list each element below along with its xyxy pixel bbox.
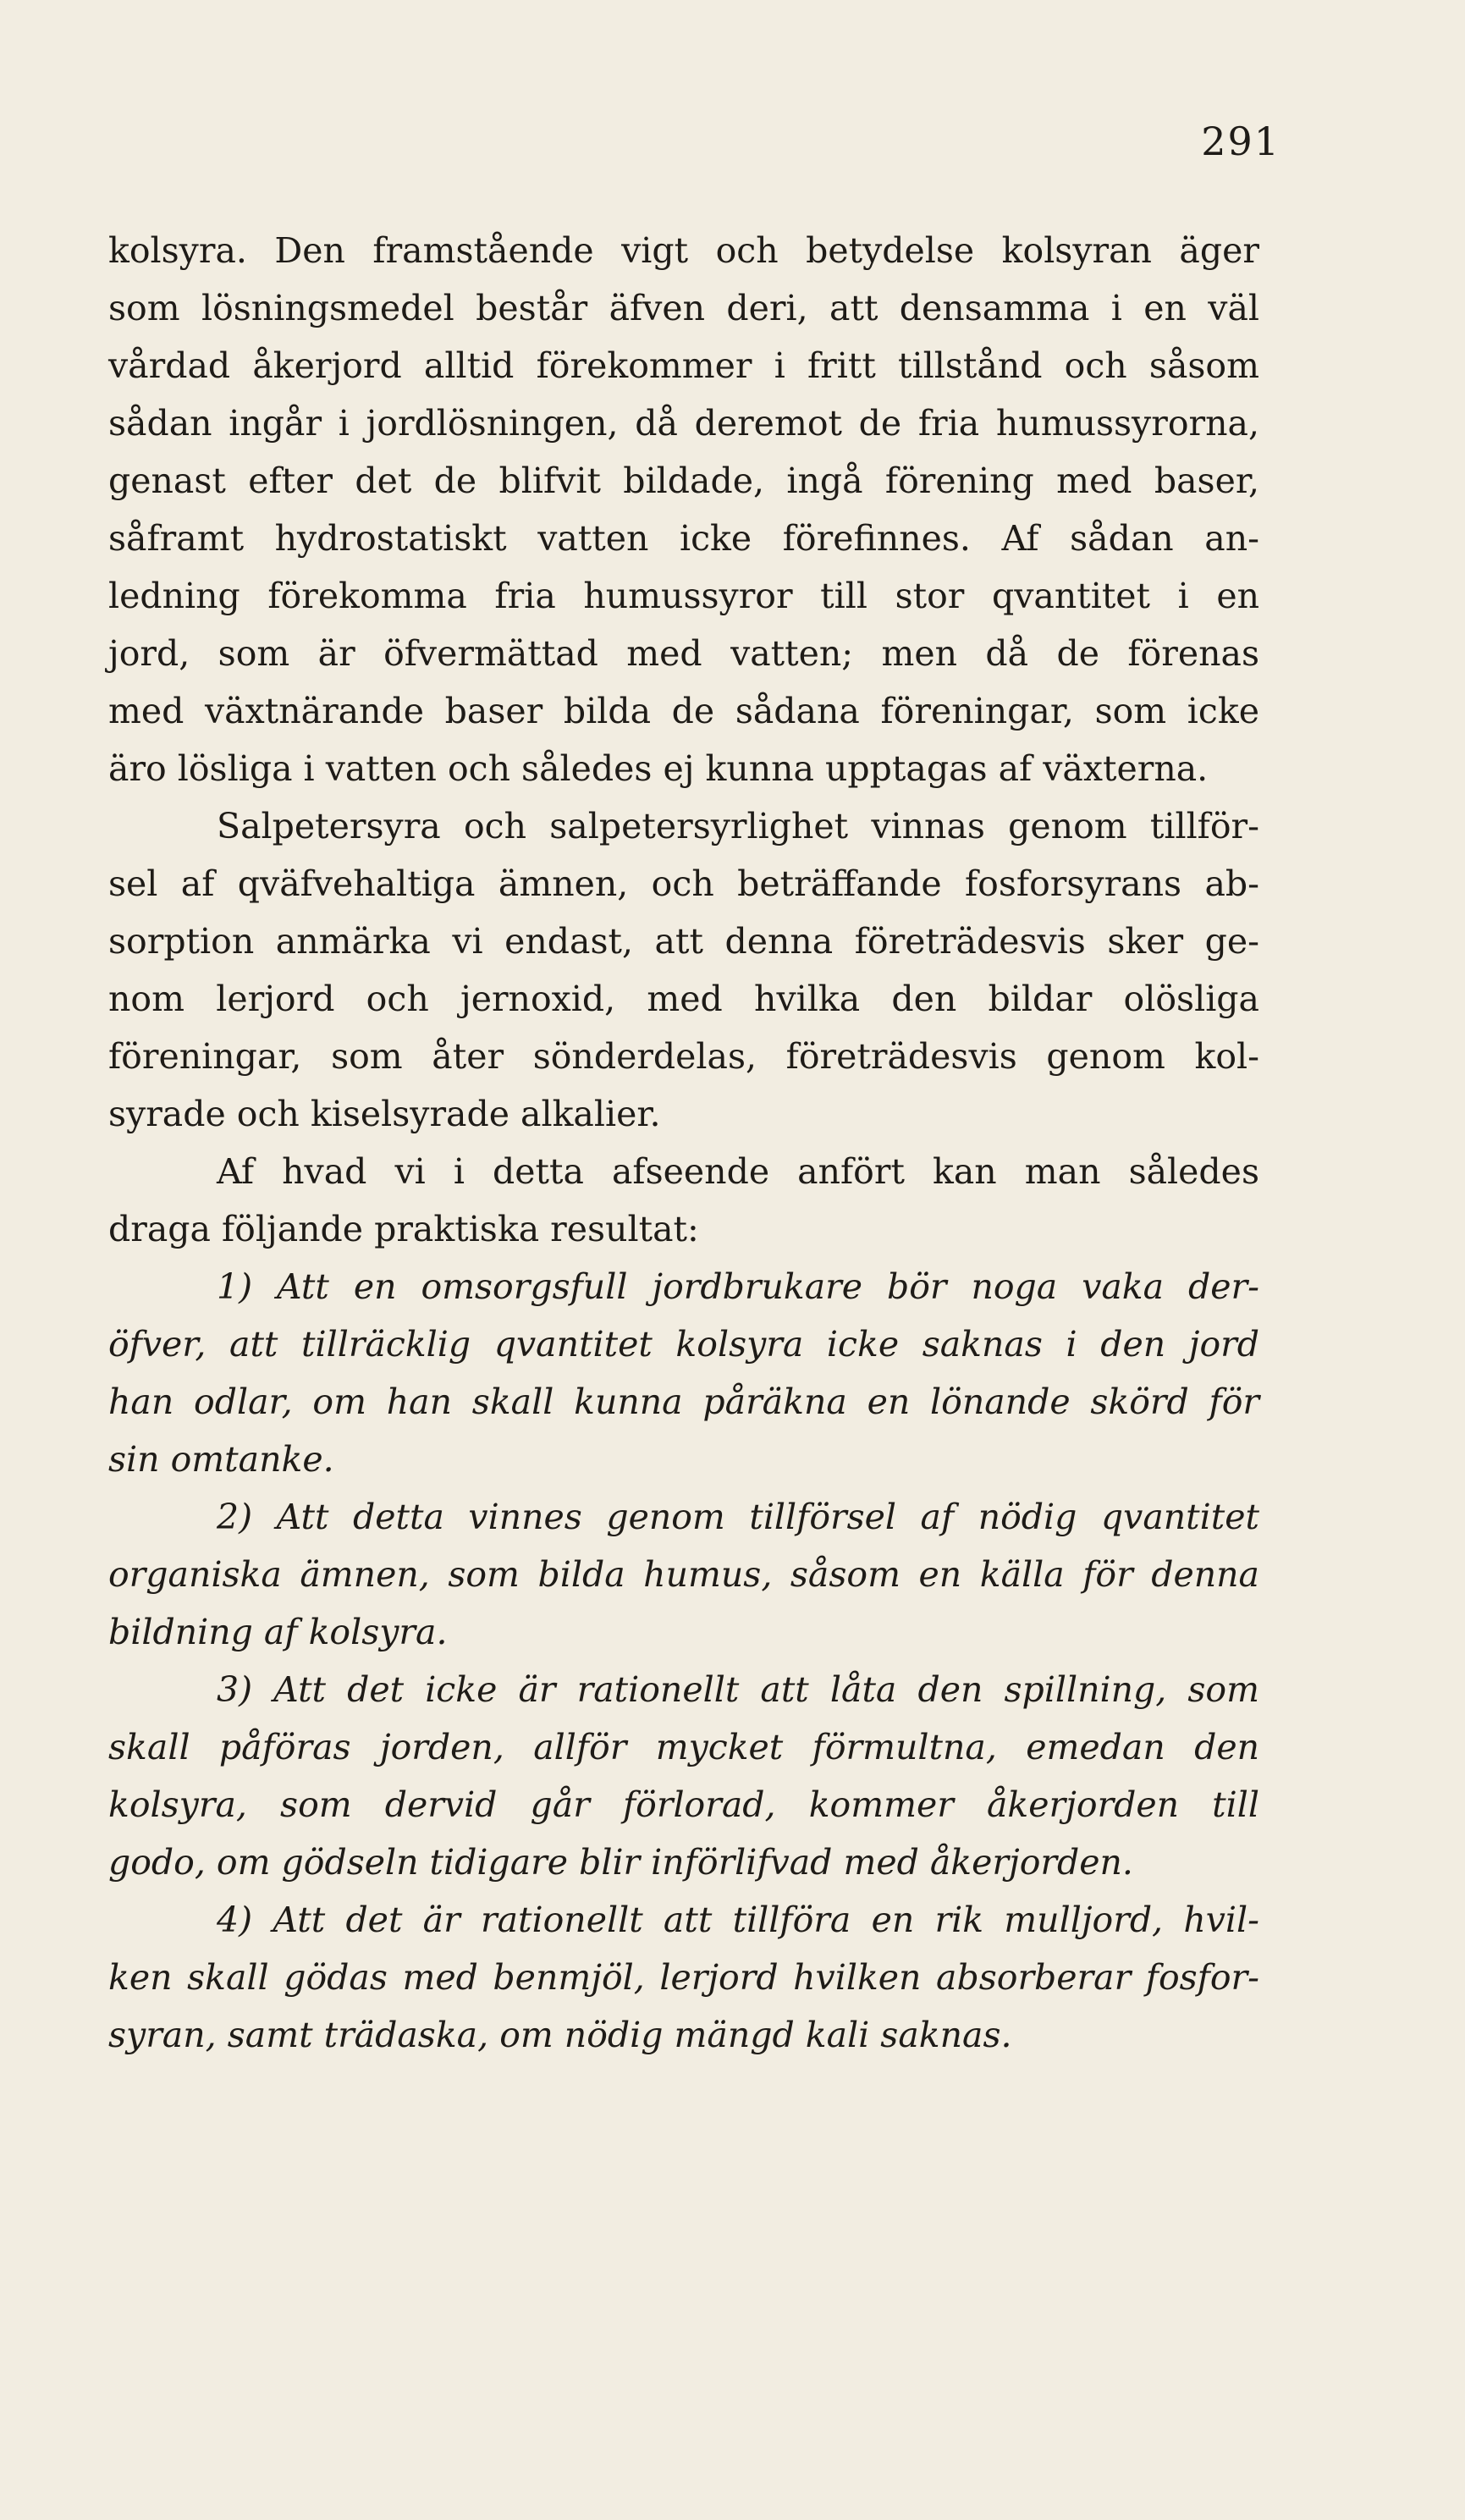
text-line: vårdad åkerjord alltid förekommer i fritt tillstånd och såsom [108, 345, 1259, 386]
text-line: som lösningsmedel består äfven deri, att densamma i en väl [108, 288, 1259, 328]
text-line: godo, om gödseln tidigare blir införlifvad med åkerjorden. [108, 1842, 1133, 1883]
text-line: sin omtanke. [108, 1439, 334, 1480]
text-line: 1) Att en omsorgsfull jordbrukare bör noga vaka der- [217, 1266, 1259, 1307]
text-line: Af hvad vi i detta afseende anfört kan man således [217, 1151, 1259, 1192]
text-line: ledning förekomma fria humussyror till stor qvantitet i en [108, 576, 1259, 616]
text-line: äro lösliga i vatten och således ej kunna upptagas af växterna. [108, 748, 1209, 789]
text-line: sel af qväfvehaltiga ämnen, och beträffande fosforsyrans ab- [108, 863, 1259, 904]
text-line: jord, som är öfvermättad med vatten; men då de förenas [108, 633, 1259, 674]
text-line: Salpetersyra och salpetersyrlighet vinnas genom tillför- [217, 806, 1259, 846]
text-line: genast efter det de blifvit bildade, ingå förening med baser, [108, 460, 1259, 501]
text-line: 4) Att det är rationellt att tillföra en rik mulljord, hvil- [217, 1900, 1259, 1940]
text-line: sådan ingår i jordlösningen, då deremot de fria humussyrorna, [108, 403, 1259, 444]
text-line: bildning af kolsyra. [108, 1612, 448, 1652]
text-line: med växtnärande baser bilda de sådana föreningar, som icke [108, 691, 1259, 731]
text-line: 3) Att det icke är rationellt att låta den spillning, som [217, 1669, 1259, 1710]
text-line: draga följande praktiska resultat: [108, 1209, 699, 1249]
body-text [108, 222, 1259, 2064]
text-line: nom lerjord och jernoxid, med hvilka den bildar olösliga [108, 979, 1259, 1019]
text-line: syrade och kiselsyrade alkalier. [108, 1094, 661, 1134]
text-line: ken skall gödas med benmjöl, lerjord hvilken absorberar fosfor- [108, 1957, 1259, 1998]
text-line: syran, samt trädaska, om nödig mängd kali saknas. [108, 2015, 1012, 2055]
text-line: kolsyra. Den framstående vigt och betydelse kolsyran äger [108, 230, 1259, 271]
text-line: han odlar, om han skall kunna påräkna en lönande skörd för [108, 1381, 1259, 1422]
text-line: sorption anmärka vi endast, att denna företrädesvis sker ge- [108, 921, 1259, 962]
text-line: öfver, att tillräcklig qvantitet kolsyra icke saknas i den jord [108, 1324, 1259, 1365]
text-line: föreningar, som åter sönderdelas, företrädesvis genom kol- [108, 1036, 1259, 1077]
page-number: 291 [1201, 119, 1280, 164]
text-line: kolsyra, som dervid går förlorad, kommer åkerjorden till [108, 1784, 1259, 1825]
text-line: 2) Att detta vinnes genom tillförsel af nödig qvantitet [217, 1497, 1259, 1537]
text-line: skall påföras jorden, allför mycket förmultna, emedan den [108, 1727, 1259, 1767]
text-line: såframt hydrostatiskt vatten icke förefinnes. Af sådan an- [108, 518, 1259, 559]
text-line: organiska ämnen, som bilda humus, såsom en källa för denna [108, 1554, 1259, 1595]
